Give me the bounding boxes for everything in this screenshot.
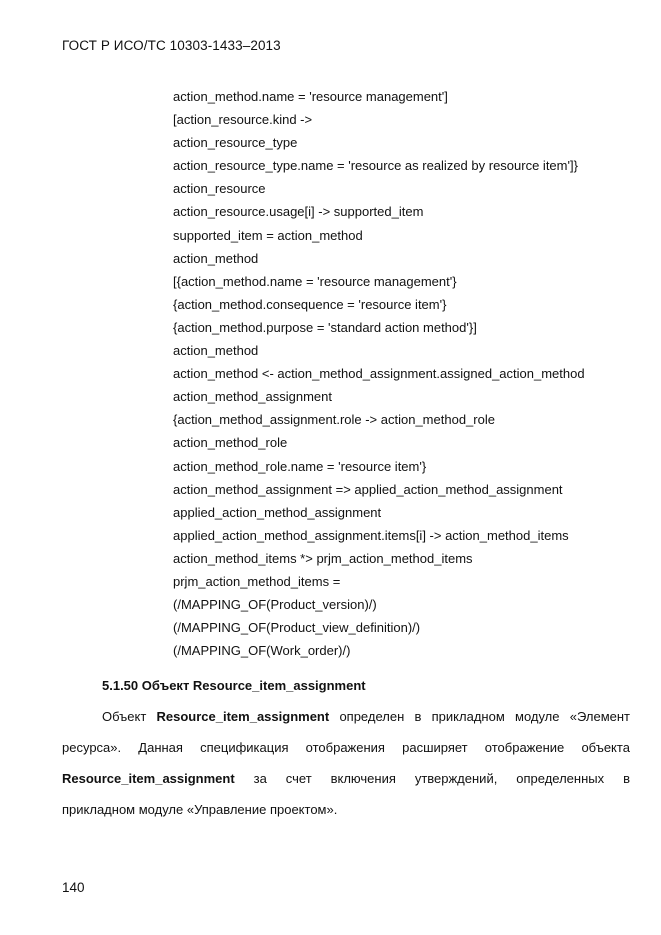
- paragraph-word: в: [623, 771, 630, 786]
- code-line: action_resource: [173, 181, 266, 197]
- paragraph-word: спецификация: [200, 740, 289, 755]
- code-line: action_method_role.name = 'resource item'}: [173, 458, 427, 474]
- paragraph-word: модуле: [515, 709, 560, 724]
- code-line: action_method_assignment => applied_action_method_assignment: [173, 481, 563, 497]
- page-number: 140: [62, 880, 85, 895]
- code-line: action_resource.usage[i] -> supported_item: [173, 204, 424, 220]
- code-line: (/MAPPING_OF(Work_order)/): [173, 643, 351, 659]
- section-heading: 5.1.50 Объект Resource_item_assignment: [102, 678, 366, 693]
- document-header: ГОСТ Р ИСО/ТС 10303-1433–2013: [62, 38, 281, 53]
- paragraph-word: включения: [330, 771, 396, 786]
- code-line: action_method: [173, 250, 259, 266]
- code-line: applied_action_method_assignment.items[i] -> action_method_items: [173, 527, 569, 543]
- code-line: {action_method_assignment.role -> action_method_role: [173, 412, 495, 428]
- code-line: action_method.name = 'resource management']: [173, 89, 448, 104]
- paragraph-word: счет: [285, 771, 312, 786]
- paragraph-entity-name: Resource_item_assignment: [156, 709, 330, 724]
- code-line: action_method_assignment: [173, 389, 332, 405]
- paragraph-line: [62, 802, 630, 817]
- code-line: [action_resource.kind ->: [173, 112, 313, 128]
- paragraph-word: за: [253, 771, 267, 786]
- paragraph-word: ресурса».: [62, 740, 122, 755]
- paragraph-word: «Элемент: [569, 709, 630, 724]
- paragraph-word: определен: [339, 709, 405, 724]
- code-line: {action_method.purpose = 'standard action method'}]: [173, 319, 477, 335]
- code-line: supported_item = action_method: [173, 227, 363, 243]
- code-line: applied_action_method_assignment: [173, 504, 382, 520]
- paragraph-word: прикладном: [431, 709, 505, 724]
- code-line: action_method_role: [173, 435, 288, 451]
- paragraph-line: [102, 709, 630, 724]
- mapping-code-block: [173, 85, 585, 662]
- code-line: action_method_items *> prjm_action_method_items: [173, 550, 473, 566]
- code-line: (/MAPPING_OF(Product_version)/): [173, 597, 377, 613]
- paragraph-word: отображение: [484, 740, 565, 755]
- paragraph-word: объекта: [581, 740, 630, 755]
- paragraph-word: утверждений,: [414, 771, 498, 786]
- paragraph-word: расширяет: [402, 740, 468, 755]
- paragraph-word: Данная: [138, 740, 183, 755]
- code-line: action_method: [173, 343, 259, 359]
- code-line: (/MAPPING_OF(Product_view_definition)/): [173, 620, 421, 636]
- code-line: action_method <- action_method_assignment.assigned_action_method: [173, 366, 585, 382]
- code-line: prjm_action_method_items =: [173, 573, 341, 589]
- paragraph-line: [62, 740, 630, 755]
- code-line: action_resource_type: [173, 135, 298, 151]
- code-line: {action_method.consequence = 'resource item'}: [173, 296, 447, 312]
- code-line: [{action_method.name = 'resource management'}: [173, 273, 457, 289]
- code-line: action_resource_type.name = 'resource as realized by resource item']}: [173, 158, 578, 174]
- paragraph-entity-name: Resource_item_assignment: [62, 771, 235, 786]
- paragraph-word: Объект: [102, 709, 147, 724]
- paragraph-word: отображения: [305, 740, 385, 755]
- paragraph-line: [62, 771, 630, 786]
- paragraph-word: в: [414, 709, 422, 724]
- paragraph-last-line: прикладном модуле «Управление проектом».: [62, 802, 338, 817]
- paragraph-word: определенных: [516, 771, 605, 786]
